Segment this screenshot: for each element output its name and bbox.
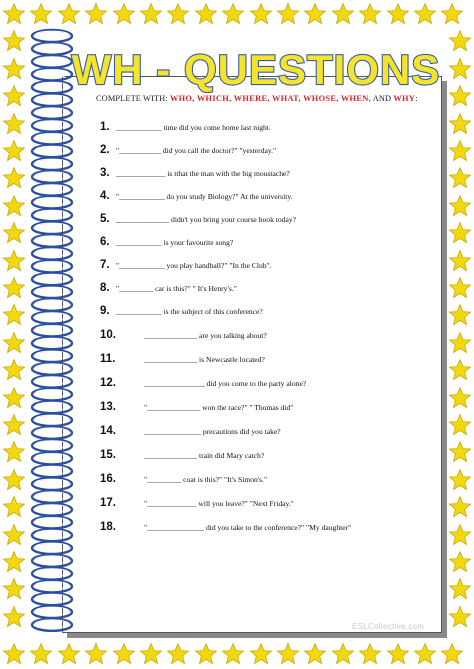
star-icon <box>2 84 26 108</box>
binding-ring-highlight <box>35 543 69 551</box>
binding-ring <box>32 30 72 42</box>
question-number: 16. <box>100 473 116 485</box>
question-text: "______________ won the race?" " Thomas did" <box>144 403 294 412</box>
question-item <box>0 167 474 183</box>
binding-ring-highlight <box>35 581 69 589</box>
binding-ring-highlight <box>35 274 69 282</box>
question-item <box>0 259 474 275</box>
question-text: "_________ car is this?" " It's Henry's." <box>116 284 237 293</box>
star-icon <box>194 2 218 26</box>
question-text: ______________ are you talking about? <box>144 331 267 340</box>
star-icon <box>276 642 300 666</box>
question-item <box>0 144 474 160</box>
question-item <box>0 282 474 298</box>
question-number: 1. <box>100 121 110 133</box>
question-text: ____________ time did you come home last night. <box>116 123 271 132</box>
star-icon <box>2 29 26 53</box>
question-item <box>0 213 474 229</box>
binding-ring-highlight <box>35 159 69 167</box>
question-text: _______________ precautions did you take? <box>144 427 281 436</box>
watermark: ESLCollective.com <box>352 622 425 631</box>
question-number: 18. <box>100 521 116 533</box>
binding-ring <box>32 542 72 554</box>
binding-ring <box>32 619 72 631</box>
question-text: "____________ you play handball?" "In the Club". <box>116 261 272 270</box>
binding-ring-highlight <box>35 607 69 615</box>
star-icon <box>139 642 163 666</box>
question-number: 10. <box>100 329 116 341</box>
star-icon <box>57 642 81 666</box>
star-icon <box>331 642 355 666</box>
star-icon <box>166 642 190 666</box>
question-item <box>0 236 474 252</box>
binding-ring <box>32 593 72 605</box>
binding-ring-highlight <box>35 569 69 577</box>
question-text: "___________ did you call the doctor?" "yesterday." <box>116 146 277 155</box>
binding-ring-highlight <box>35 108 69 116</box>
star-icon <box>448 577 472 601</box>
question-item <box>0 353 474 369</box>
question-number: 4. <box>100 190 110 202</box>
star-icon <box>221 2 245 26</box>
star-icon <box>2 577 26 601</box>
star-icon <box>84 642 108 666</box>
star-icon <box>2 605 26 629</box>
question-text: "_________ coat is this?" "It's Simon's." <box>144 475 268 484</box>
bottom-star-border <box>0 640 474 668</box>
question-text: ______________ is Newcastle located? <box>144 355 265 364</box>
question-number: 14. <box>100 425 116 437</box>
star-icon <box>2 57 26 81</box>
question-text: _____________ is tthat the man with the big moustache? <box>116 169 290 178</box>
star-icon <box>84 2 108 26</box>
star-icon <box>358 2 382 26</box>
worksheet-title <box>60 44 452 96</box>
binding-ring-highlight <box>35 31 69 39</box>
star-icon <box>303 642 327 666</box>
question-item <box>0 449 474 465</box>
star-icon <box>57 2 81 26</box>
binding-ring <box>32 107 72 119</box>
question-item <box>0 521 474 537</box>
question-text: "____________ do you study Biology?" At the university. <box>116 192 293 201</box>
binding-ring-highlight <box>35 620 69 628</box>
binding-ring-highlight <box>35 594 69 602</box>
question-number: 12. <box>100 377 116 389</box>
star-icon <box>2 550 26 574</box>
binding-ring-highlight <box>35 556 69 564</box>
question-number: 7. <box>100 259 110 271</box>
question-item <box>0 425 474 441</box>
star-icon <box>249 642 273 666</box>
binding-ring-highlight <box>35 95 69 103</box>
question-number: 6. <box>100 236 110 248</box>
star-icon <box>221 642 245 666</box>
star-icon <box>413 2 437 26</box>
star-icon <box>276 2 300 26</box>
star-icon <box>112 2 136 26</box>
star-icon <box>139 2 163 26</box>
instruction-why: WHY <box>393 94 416 103</box>
star-icon <box>29 2 53 26</box>
question-item <box>0 377 474 393</box>
star-icon <box>303 2 327 26</box>
star-icon <box>448 605 472 629</box>
question-text: ________________ did you come to the party alone? <box>144 379 307 388</box>
binding-ring <box>32 606 72 618</box>
question-number: 9. <box>100 305 110 317</box>
binding-ring-highlight <box>35 441 69 449</box>
question-number: 2. <box>100 144 110 156</box>
star-icon <box>448 550 472 574</box>
question-item <box>0 401 474 417</box>
star-icon <box>386 2 410 26</box>
title-text: WH - QUESTIONS <box>71 46 441 93</box>
instruction-wh-words: WHO, WHICH, WHERE, WHAT, WHOSE, WHEN, <box>169 94 371 103</box>
star-icon <box>413 642 437 666</box>
question-item <box>0 473 474 489</box>
binding-ring <box>32 555 72 567</box>
star-icon <box>358 642 382 666</box>
question-number: 13. <box>100 401 116 413</box>
question-number: 11. <box>100 353 116 365</box>
instruction-suffix: : <box>415 94 418 103</box>
instructions <box>96 94 436 103</box>
star-icon <box>166 2 190 26</box>
question-item <box>0 329 474 345</box>
question-text: ____________ is the subject of this conference? <box>116 307 263 316</box>
star-icon <box>331 2 355 26</box>
question-text: "_______________ did you take to the conference?" "My daughter" <box>144 523 352 532</box>
question-number: 8. <box>100 282 110 294</box>
question-text: "_____________ will you leave?" "Next Friday." <box>144 499 294 508</box>
question-text: ______________ train did Mary catch? <box>144 451 265 460</box>
question-item <box>0 190 474 206</box>
question-item <box>0 497 474 513</box>
star-icon <box>29 642 53 666</box>
binding-ring <box>32 568 72 580</box>
question-number: 5. <box>100 213 110 225</box>
star-icon <box>386 642 410 666</box>
star-icon <box>249 2 273 26</box>
binding-ring <box>32 580 72 592</box>
instruction-and: AND <box>370 94 394 103</box>
question-text: ______________ didn't you bring your course book today? <box>116 215 297 224</box>
question-item <box>0 121 474 137</box>
question-number: 15. <box>100 449 116 461</box>
instruction-prefix: COMPLETE WITH: <box>96 94 170 103</box>
question-text: ____________ is your favourite song? <box>116 238 234 247</box>
star-icon <box>194 642 218 666</box>
question-item <box>0 305 474 321</box>
question-number: 17. <box>100 497 116 509</box>
star-icon <box>112 642 136 666</box>
top-star-border <box>0 0 474 28</box>
question-number: 3. <box>100 167 110 179</box>
